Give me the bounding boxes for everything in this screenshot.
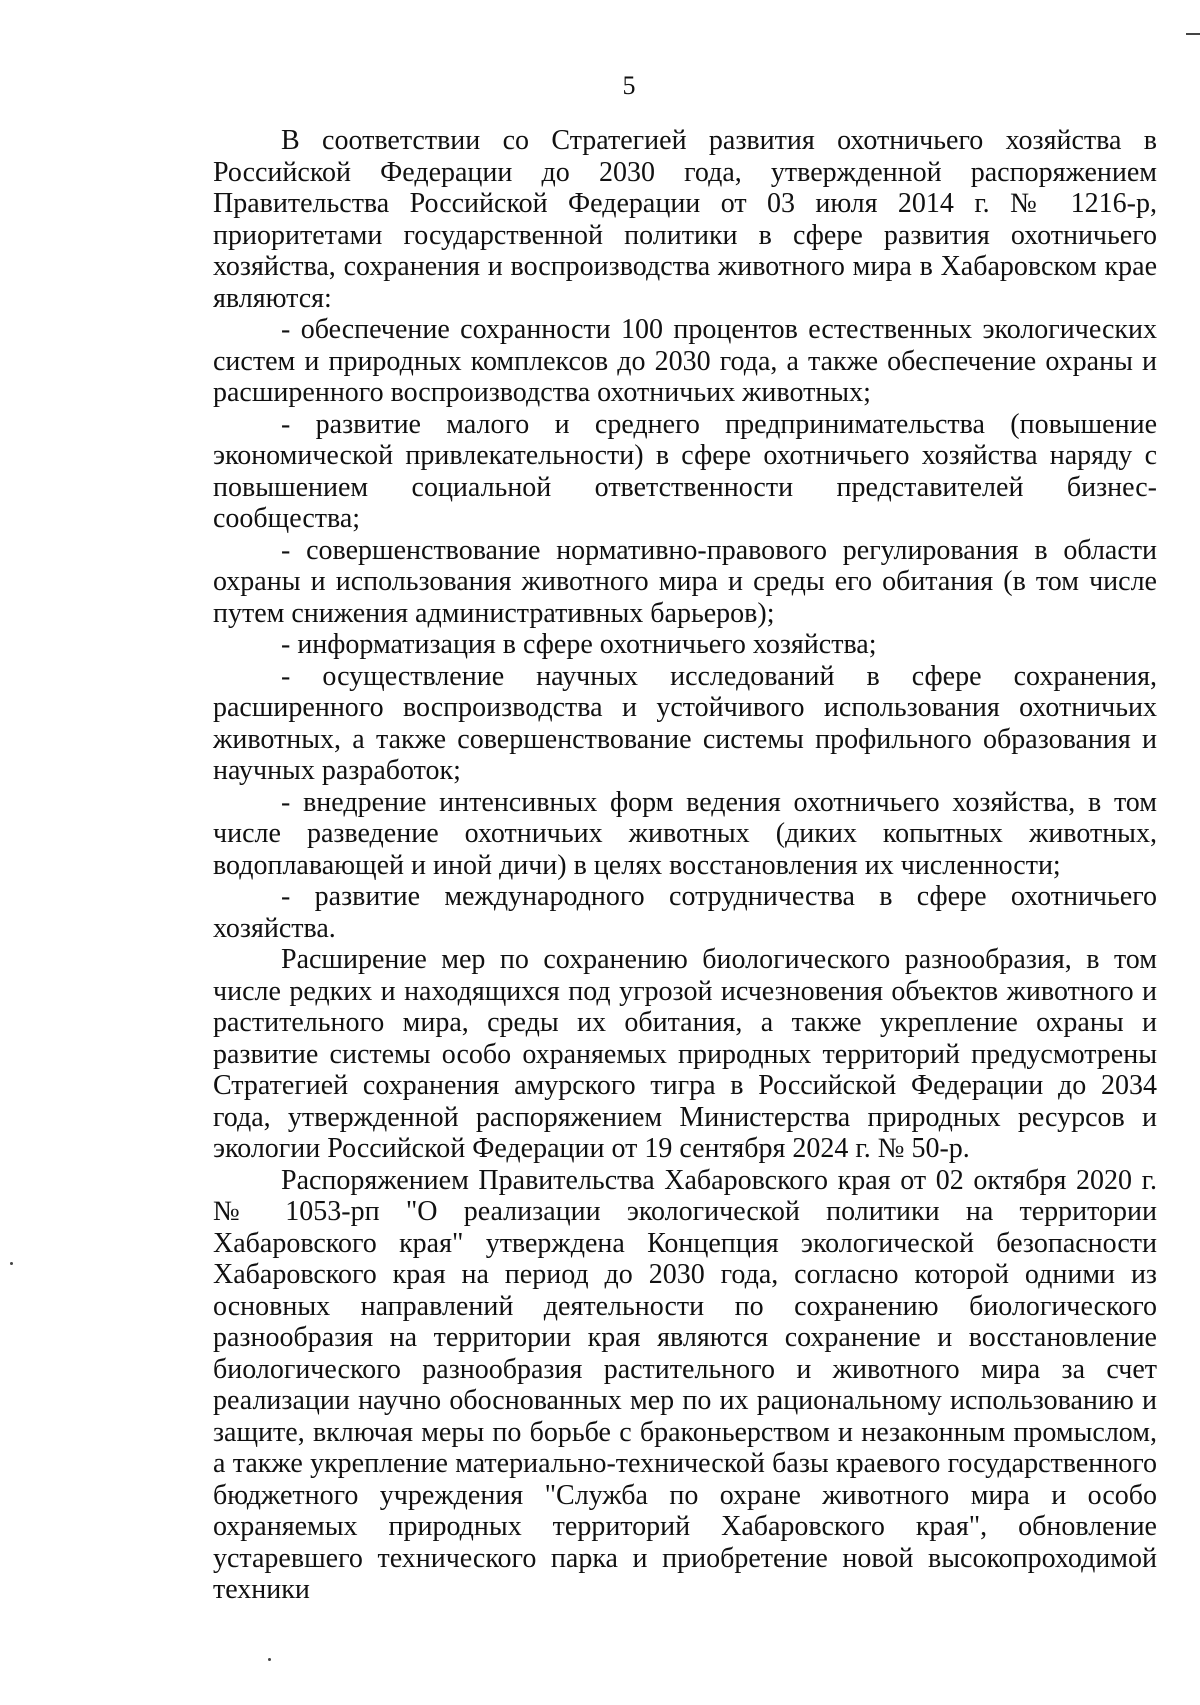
scan-mark: [1186, 33, 1200, 35]
document-body: [213, 125, 1157, 1606]
paragraph-ecology-concept: Распоряжением Правительства Хабаровского края от 02 октября 2020 г. № 1053-рп "О реализации экологической политики на территории Хабаровского края" утверждена Концепция экологической безопасности Хабаровского края на период до 2030 года, согласно которой одними из основных направлений деятельности по сохранению биологического разнообразия на территории края являются сохранение и восстановление биологического разнообразия растительного и животного мира за счет реализации научно обоснованных мер по их рациональному использованию и защите, включая меры по борьбе с браконьерством и незаконным промыслом, а также укрепление материально-технической базы краевого государственного бюджетного учреждения "Служба по охране животного мира и особо охраняемых природных территорий Хабаровского края", обновление устаревшего технического парка и приобретение новой высокопроходимой техники: [213, 1164, 1157, 1605]
list-item: - развитие международного сотрудничества в сфере охотничьего хозяйства.: [213, 881, 1157, 944]
scan-mark: [10, 1262, 13, 1265]
list-item: - осуществление научных исследований в сфере сохранения, расширенного воспроизводства и устойчивого использования охотничьих животных, а также совершенствование системы профильного образования и научных разработок;: [213, 660, 1157, 786]
list-item: - внедрение интенсивных форм ведения охотничьего хозяйства, в том числе разведение охотничьих животных (диких копытных животных, водоплавающей и иной дичи) в целях восстановления их численности;: [213, 786, 1157, 881]
list-item: - обеспечение сохранности 100 процентов естественных экологических систем и природных комплексов до 2030 года, а также обеспечение охраны и расширенного воспроизводства охотничьих животных;: [213, 314, 1157, 408]
list-item: - информатизация в сфере охотничьего хозяйства;: [281, 629, 877, 660]
page-number: 5: [622, 71, 636, 100]
scan-mark: [268, 1658, 271, 1661]
paragraph-biodiversity: Расширение мер по сохранению биологического разнообразия, в том числе редких и находящихся под угрозой исчезновения объектов животного и растительного мира, среды их обитания, а также укрепление охраны и развитие системы особо охраняемых природных территорий предусмотрены Стратегией сохранения амурского тигра в Российской Федерации до 2034 года, утвержденной распоряжением Министерства природных ресурсов и экологии Российской Федерации от 19 сентября 2024 г. № 50-р.: [213, 944, 1157, 1164]
list-item: - развитие малого и среднего предпринимательства (повышение экономической привлекательности) в сфере охотничьего хозяйства наряду с повышением социальной ответственности представителей бизнес-сообщества;: [213, 408, 1157, 534]
paragraph-strategy-intro: В соответствии со Стратегией развития охотничьего хозяйства в Российской Федерации до 2030 года, утвержденной распоряжением Правительства Российской Федерации от 03 июля 2014 г. № 1216-р, приоритетами государственной политики в сфере развития охотничьего хозяйства, сохранения и воспроизводства животного мира в Хабаровском крае являются:: [213, 125, 1157, 314]
list-item: - совершенствование нормативно-правового регулирования в области охраны и использования животного мира и среды его обитания (в том числе путем снижения административных барьеров);: [213, 534, 1157, 629]
